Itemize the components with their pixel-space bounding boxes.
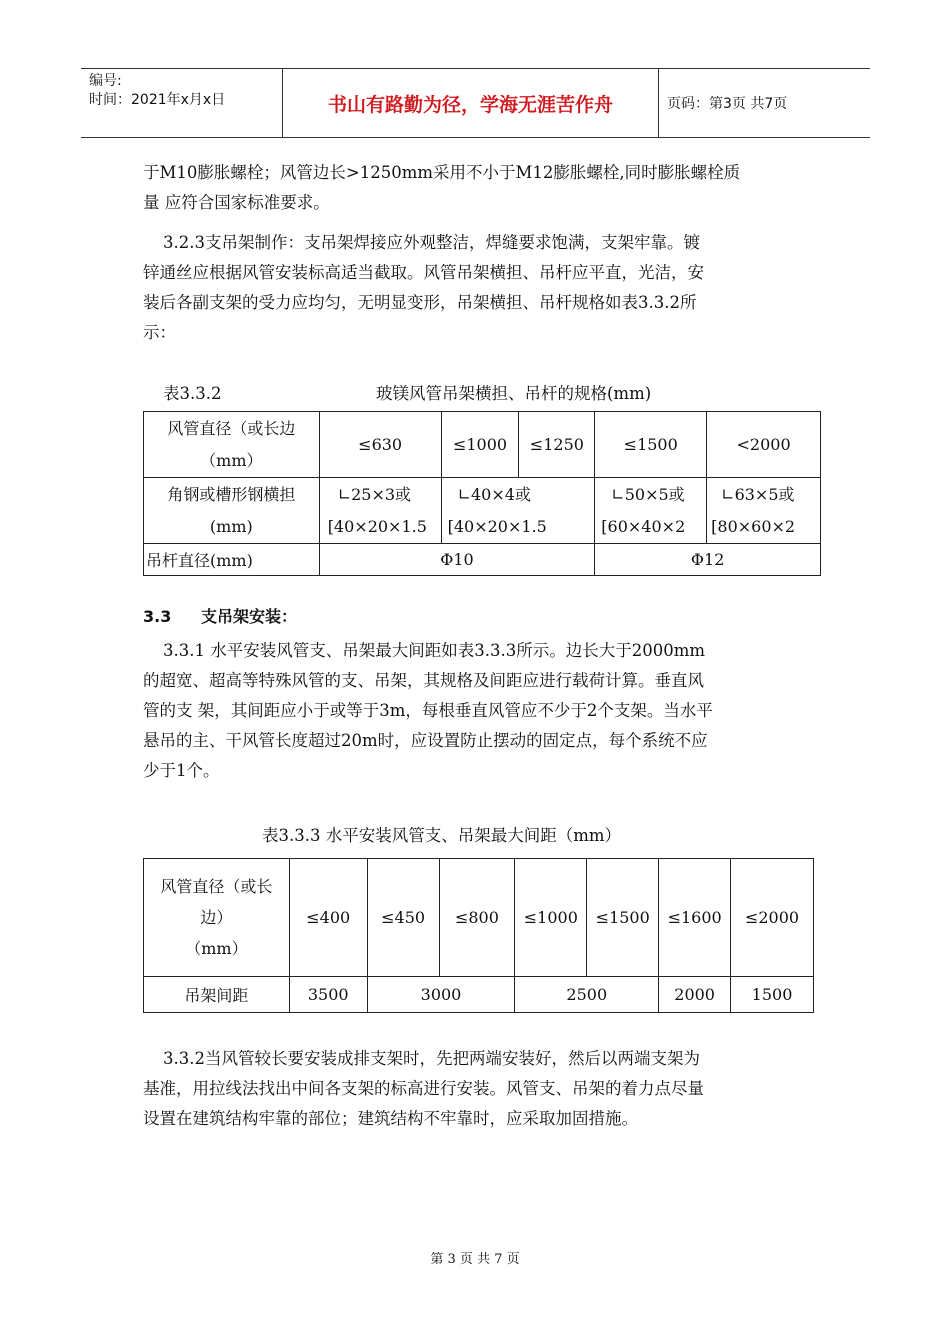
text-line: 3.3.1 水平安装风管支、吊架最大间距如表3.3.3所示。边长大于2000mm — [163, 641, 705, 660]
table-cell: ≤800 — [439, 859, 515, 977]
cell-line: 角钢或槽形钢横担 — [167, 484, 296, 504]
table-cell: 2500 — [515, 977, 659, 1013]
section-title: 支吊架安装： — [201, 607, 298, 626]
cell-line: 边） — [200, 908, 233, 927]
header-meta — [81, 69, 281, 137]
table-cell — [595, 478, 707, 544]
paragraph-3-2-3 — [143, 228, 813, 348]
header-motto: 书山有路勤为径，学海无涯苦作舟 — [282, 69, 659, 137]
table-cell — [707, 478, 821, 544]
text-line: 示： — [143, 323, 176, 342]
table2-header-cell: 吊架间距 — [144, 977, 290, 1013]
table-cell: ≤1250 — [519, 412, 595, 478]
cell-line: [40×20×1.5 — [447, 516, 547, 536]
text-line: 管的支 架，其间距应小于或等于3m，每根垂直风管应不少于2个支架。当水平 — [143, 701, 713, 720]
table-cell: 3500 — [289, 977, 367, 1013]
table2-header-cell — [144, 859, 290, 977]
table-cell: ≤1600 — [659, 859, 731, 977]
text-line: 悬吊的主、干风管长度超过20m时，应设置防止摆动的固定点，每个系统不应 — [143, 731, 708, 750]
table-cell: ≤630 — [319, 412, 441, 478]
table-cell: 1500 — [731, 977, 814, 1013]
table-cell: Φ12 — [595, 544, 821, 576]
cell-line: [80×60×2 — [711, 516, 796, 536]
table-cell: ≤2000 — [731, 859, 814, 977]
date-label: 时间：2021年x月x日 — [89, 92, 226, 108]
table1-header-cell — [144, 478, 320, 544]
table-cell — [319, 478, 441, 544]
cell-line: 风管直径（或长 — [160, 877, 273, 896]
cell-line: ∟40×4或 — [457, 484, 531, 504]
cell-line: 风管直径（或长边 — [167, 418, 296, 438]
table-cell: ≤1000 — [515, 859, 587, 977]
cell-line: (mm) — [209, 516, 253, 536]
table-cell: 3000 — [367, 977, 515, 1013]
number-label: 编号: — [89, 73, 122, 89]
table-cell: ≤450 — [367, 859, 439, 977]
section-number: 3.3 — [143, 607, 172, 626]
table-row — [144, 977, 814, 1013]
table-cell: ≤1000 — [441, 412, 519, 478]
table1-header-cell — [144, 412, 320, 478]
table-cell: ≤1500 — [595, 412, 707, 478]
table-cell: 2000 — [659, 977, 731, 1013]
header-page-label: 页码：第3页 共7页 — [667, 96, 788, 112]
cell-line: （mm） — [200, 450, 263, 470]
table-row — [144, 544, 821, 576]
table2-caption: 表3.3.3 水平安装风管支、吊架最大间距（mm） — [262, 826, 622, 845]
table-cell: <2000 — [707, 412, 821, 478]
page-footer: 第 3 页 共 7 页 — [430, 1252, 520, 1267]
text-line: 基准，用拉线法找出中间各支架的标高进行安装。风管支、吊架的着力点尽量 — [143, 1079, 704, 1098]
text-line: 3.2.3支吊架制作：支吊架焊接应外观整洁，焊缝要求饱满，支架牢靠。镀 — [163, 233, 700, 252]
table1-header-cell: 吊杆直径(mm) — [144, 544, 320, 576]
table1-caption-number: 表3.3.2 — [163, 384, 222, 403]
cell-line: ∟63×5或 — [721, 484, 795, 504]
table-cell: ≤1500 — [587, 859, 659, 977]
text-line: 的超宽、超高等特殊风管的支、吊架，其规格及间距应进行载荷计算。垂直风 — [143, 671, 704, 690]
table1-caption-title: 玻镁风管吊架横担、吊杆的规格(mm) — [376, 384, 652, 403]
section-heading — [143, 604, 297, 627]
text-line: 少于1个。 — [143, 761, 220, 780]
cell-line: ∟25×3或 — [337, 484, 412, 504]
table-row — [144, 859, 814, 977]
table-cell — [441, 478, 595, 544]
table-cell: Φ10 — [319, 544, 595, 576]
table-hanger-spacing — [143, 858, 814, 1013]
text-line: 装后各副支架的受力应均匀，无明显变形，吊架横担、吊杆规格如表3.3.2所 — [143, 293, 697, 312]
page-header — [81, 68, 870, 138]
paragraph-bolts — [143, 158, 813, 218]
table-hanger-spec — [143, 411, 821, 576]
text-line: 3.3.2当风管较长要安装成排支架时，先把两端安装好，然后以两端支架为 — [163, 1049, 700, 1068]
paragraph-3-3-2 — [143, 1044, 813, 1134]
text-line: 于M10膨胀螺栓；风管边长>1250mm采用不小于M12膨胀螺栓,同时膨胀螺栓质 — [143, 163, 741, 182]
cell-line: [40×20×1.5 — [327, 516, 427, 536]
text-line: 锌通丝应根据风管安装标高适当截取。风管吊架横担、吊杆应平直，光洁，安 — [143, 263, 704, 282]
text-line: 量 应符合国家标准要求。 — [143, 193, 330, 212]
cell-line: ∟50×5或 — [611, 484, 685, 504]
table-row — [144, 412, 821, 478]
cell-line: （mm） — [185, 939, 248, 958]
text-line: 设置在建筑结构牢靠的部位；建筑结构不牢靠时，应采取加固措施。 — [143, 1109, 638, 1128]
cell-line: [60×40×2 — [601, 516, 686, 536]
paragraph-3-3-1 — [143, 636, 813, 786]
table-row — [144, 478, 821, 544]
table-cell: ≤400 — [289, 859, 367, 977]
